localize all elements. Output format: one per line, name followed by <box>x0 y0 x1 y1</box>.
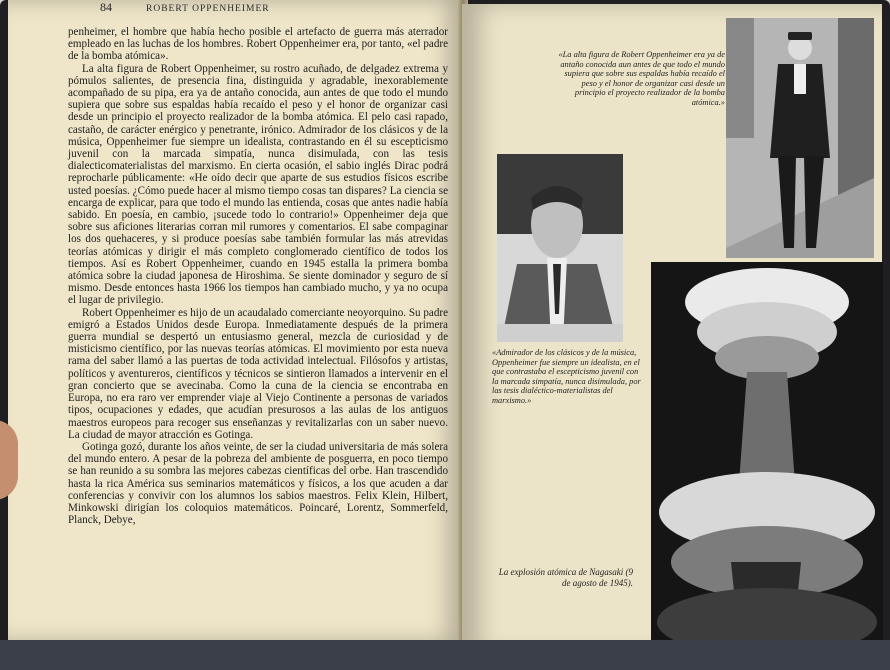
paragraph-2: La alta figura de Robert Oppenheimer, su rostro acuñado, de delgadez extrema y pómulos salientes, de presencia fina, distinguida y agradable, inexorablemente acompañado de su pipa, era ya de antaño conocida, aun antes de que todo el mundo supiera que sobre sus espaldas había recaído el peso y el honor de organizar casi desde un principio el proyecto realizador de la bomba atómica. El pelo casi rapado, castaño, de carácter enérgico y penetrante, irónico. Admirador de los clásicos y de la música, Oppenheimer fue siempre un idealista, contrastando en él su escepticismo juvenil con la marcada simpatía, nunca disimulada, con las tesis dialecticomaterialistas del marxismo. En cierta ocasión, el sabio inglés Dirac podrá reprocharle públicamente: «He oído decir que aparte de sus estudios físicos escribe usted poesías. ¿Cómo puede hacer al mismo tiempo cosas tan dispares? La ciencia se encarga de explicar, para que todo el mundo las entienda, cosas que antes nadie había sabido. En poesía, en cambio, ¡sucede todo lo contrario!» Oppenheimer deja que sobre sus aficiones literarias corran mil rumores y comentarios. El sabe compaginar los dos quehaceres, y si produce poesías sabe también formular las más atrevidas teorías atómicas y dirigir el más completo conglomerado científico de todos los tiempos. Así es Robert Oppenheimer, cuando en 1945 estalla la primera bomba atómica sobre la ciudad japonesa de Hiroshima. Se siente dominador y seguro de sí mismo. Desde entonces hasta 1966 los tiempos han cambiado mucho, y ya no ocupa el lugar de privilegio. <box>68 62 448 307</box>
photo-oppenheimer-walking <box>726 18 874 258</box>
paragraph-4: Gotinga gozó, durante los años veinte, de ser la ciudad universitaria de más solera del mundo entero. A pesar de la pobreza del ambiente de posguerra, en poco tiempo se han reunido a su sombra las mejores cabezas científicas del orbe. Han trascendido hasta la rica América sus seminarios matemáticos y físicos, a los que acuden a dar conferencias y convivir con los alumnos los sabios maestros. Felix Klein, Hilbert, Minkowski dirigían los coloquios matemáticos. Poincaré, Lorentz, Sommerfeld, Planck, Debye, <box>68 440 448 527</box>
photo-caption: La explosión atómica de Nagasaki (9 de agosto de 1945). <box>498 567 633 588</box>
desk-background-bottom <box>0 640 890 670</box>
paragraph-3: Robert Oppenheimer es hijo de un acaudalado comerciante neoyorquino. Su padre emigró a Estados Unidos desde Europa. Inmediatamente después de la primera guerra mundial se despertó un entusiasmo general, mezcla de curiosidad y de misticismo científico, por las nuevas teorías atómicas. El movimiento por esta nueva rama del saber llamó a las puertas de toda actividad intelectual. Filósofos y artistas, políticos y aventureros, científicos y técnicos se sintieron llamados a intervenir en el gran concierto que se avecinaba. Como la cuna de la ciencia se encontraba en Europa, no era raro ver emprender viaje al Viejo Continente a personas de variados tipos, ocupaciones y edades, que acudían presurosos a las aulas de los antiguos maestros europeos para recoger sus enseñanzas y revitalizarlas con un saber nuevo. La ciudad de mayor atracción es Gotinga. <box>68 306 448 441</box>
paragraph-1: penheimer, el hombre que había hecho posible el artefacto de guerra más aterrador empleado en las luchas de los hombres. Robert Oppenheimer era, por tanto, «el padre de la bomba atómica». <box>68 26 448 63</box>
pull-quote-top: «La alta figura de Robert Oppenheimer era ya de antaño conocida aun antes de que todo el mundo supiera que sobre sus espaldas había recaído el peso y el honor de organizar casi desde un principio el proyecto realizador de la bomba atómica.» <box>558 50 725 107</box>
photo-oppenheimer-portrait <box>497 154 623 342</box>
page-number: 84 <box>100 0 112 14</box>
photo-nagasaki-explosion <box>651 262 883 660</box>
body-text <box>68 26 448 526</box>
left-page <box>8 0 466 642</box>
running-title: ROBERT OPPENHEIMER <box>146 4 270 14</box>
pull-quote-middle: «Admirador de los clásicos y de la música, Oppenheimer fue siempre un idealista, en el que contrastaba el escepticismo juvenil con la marcada simpatía, nunca disimulada, por las tesis dialéctico-materialistas del marxismo.» <box>492 348 641 405</box>
